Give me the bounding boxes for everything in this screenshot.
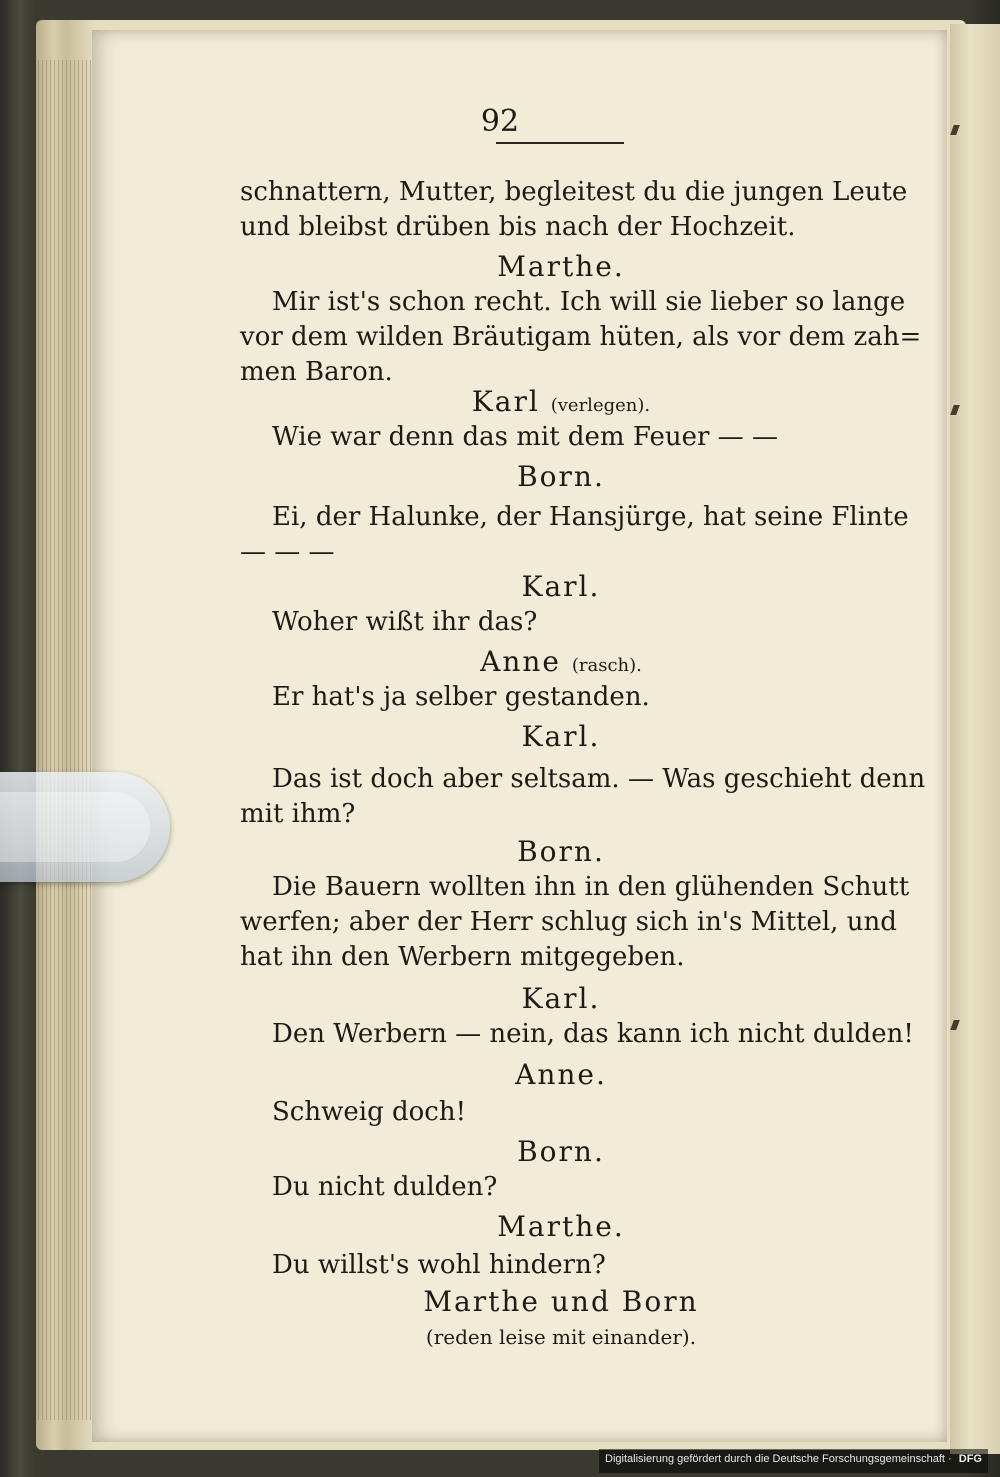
next-page-edge bbox=[950, 24, 1000, 1454]
text-line: werfen; aber der Herr schlug sich in's Mittel, und bbox=[240, 907, 897, 937]
speaker-heading bbox=[240, 385, 882, 423]
footer-text: Digitalisierung gefördert durch die Deutsche Forschungsgemeinschaft bbox=[605, 1453, 945, 1465]
text-line: und bleibst drüben bis nach der Hochzeit. bbox=[240, 212, 796, 242]
stage-direction-line: (reden leise mit einander). bbox=[425, 1325, 697, 1349]
speaker-heading bbox=[240, 835, 882, 869]
text-line: Die Bauern wollten ihn in den glühenden Schutt bbox=[272, 872, 910, 902]
text-line: Du nicht dulden? bbox=[272, 1172, 498, 1202]
speaker-heading bbox=[240, 250, 882, 284]
text-line: Mir ist's schon recht. Ich will sie lieber so lange bbox=[272, 287, 906, 317]
text-line: Den Werbern — nein, das kann ich nicht dulden! bbox=[272, 1019, 914, 1049]
text-line: Woher wißt ihr das? bbox=[272, 607, 538, 637]
text-line: Das ist doch aber seltsam. — Was geschieht denn bbox=[272, 764, 926, 794]
speaker-name: Karl bbox=[471, 385, 540, 418]
text-line: men Baron. bbox=[240, 357, 393, 387]
text-line: Wie war denn das mit dem Feuer — — bbox=[272, 422, 778, 452]
text-line: schnattern, Mutter, begleitest du die jungen Leute bbox=[240, 177, 908, 207]
speaker-heading bbox=[240, 570, 882, 604]
stage-direction: (rasch). bbox=[571, 655, 642, 676]
speaker-heading bbox=[240, 1210, 882, 1244]
page-edges bbox=[38, 60, 98, 1420]
speaker-name: Anne. bbox=[515, 1058, 607, 1091]
dfg-logo: DFG bbox=[958, 1453, 982, 1465]
footer-credit: Digitalisierung gefördert durch die Deutsche Forschungsgemeinschaft · DFG bbox=[599, 1449, 988, 1473]
speaker-heading bbox=[240, 1135, 882, 1169]
text-line: mit ihm? bbox=[240, 799, 356, 829]
speaker-name: Marthe. bbox=[497, 250, 625, 283]
text-line: vor dem wilden Bräutigam hüten, als vor dem zah= bbox=[240, 322, 922, 352]
page-number: 92 bbox=[480, 104, 520, 139]
speaker-name: Marthe und Born bbox=[423, 1285, 699, 1318]
speaker-name: Karl. bbox=[521, 982, 601, 1015]
speaker-heading bbox=[240, 1285, 882, 1319]
text-line: Ei, der Halunke, der Hansjürge, hat seine Flinte bbox=[272, 502, 909, 532]
speaker-name: Born. bbox=[517, 1135, 605, 1168]
text-line: hat ihn den Werbern mitgegeben. bbox=[240, 942, 685, 972]
text-line: Du willst's wohl hindern? bbox=[272, 1250, 606, 1280]
speaker-name: Born. bbox=[517, 460, 605, 493]
text-line: — — — bbox=[240, 537, 335, 567]
speaker-heading bbox=[240, 1058, 882, 1092]
text-line: Schweig doch! bbox=[272, 1097, 467, 1127]
speaker-name: Karl. bbox=[521, 720, 601, 753]
text-line: Er hat's ja selber gestanden. bbox=[272, 682, 650, 712]
speaker-heading bbox=[240, 645, 882, 683]
speaker-name: Born. bbox=[517, 835, 605, 868]
speaker-name: Karl. bbox=[521, 570, 601, 603]
speaker-heading bbox=[240, 460, 882, 494]
speaker-name: Marthe. bbox=[497, 1210, 625, 1243]
scanner-clip-highlight bbox=[0, 792, 150, 862]
speaker-heading bbox=[240, 982, 882, 1016]
speaker-name: Anne bbox=[480, 645, 561, 678]
speaker-heading bbox=[240, 720, 882, 754]
stage-direction: (verlegen). bbox=[550, 395, 651, 416]
page-number-rule bbox=[496, 142, 624, 144]
